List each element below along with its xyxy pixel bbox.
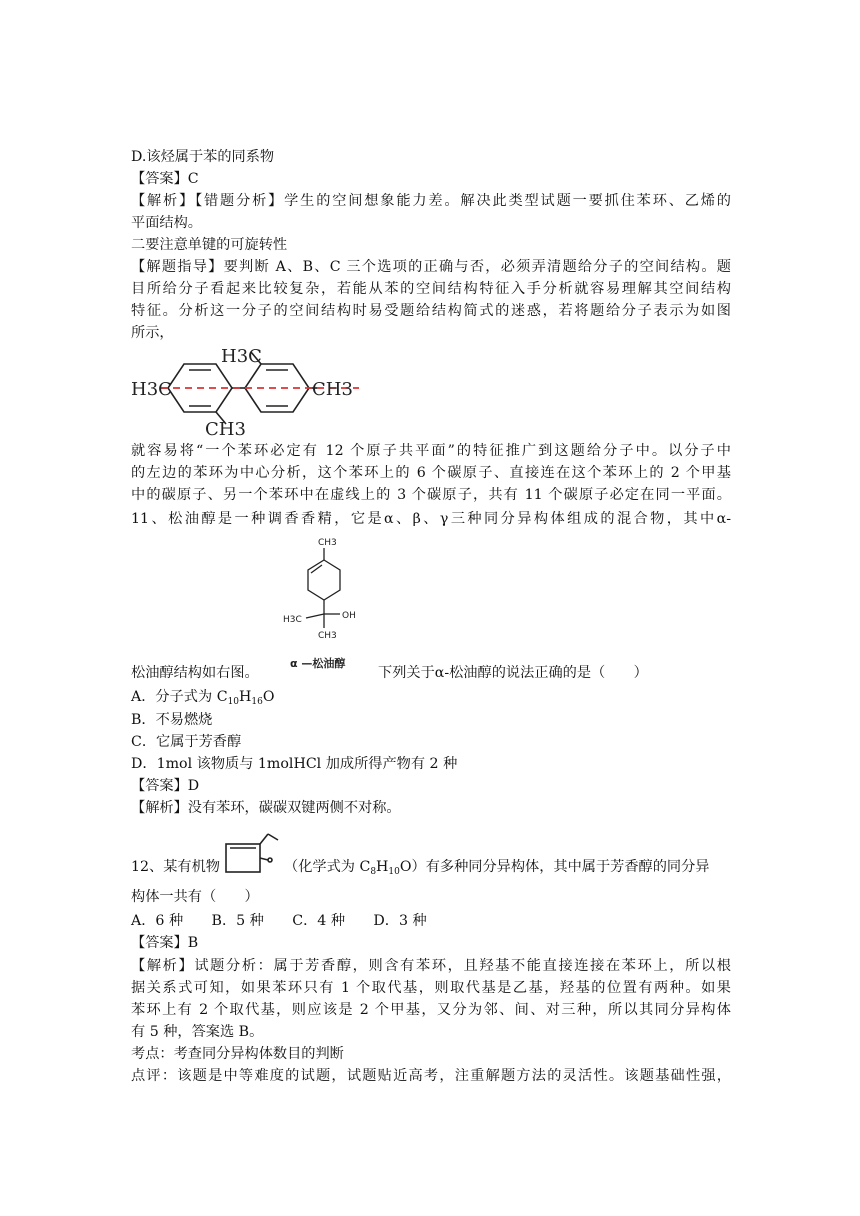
text-line: 12、某有机物	[131, 859, 220, 875]
figure-caption: α —松油醇	[290, 657, 346, 670]
text-line: （化学式为 $C_8H_{10}O$）有多种同分异构体，其中属于芳香醇的同分异	[284, 859, 710, 877]
ch3-bottom-label: CH3	[205, 419, 246, 436]
text-line: 的左边的苯环为中心分析，这个苯环上的 6 个碳原子、直接连在这个苯环上的 2 个甲基	[131, 465, 731, 481]
text-line: 构体一共有（ ）	[131, 889, 259, 905]
molecule-structure-figure	[224, 830, 280, 878]
text-line: 就容易将“一个苯环必定有 12 个原子共平面”的特征推广到这题给分子中。以分子中	[131, 443, 731, 459]
comment-line: 点评：该题是中等难度的试题，试题贴近高考，注重解题方法的灵活性。该题基础性强，	[131, 1068, 731, 1084]
analysis-line: 有 5 种，答案选 B。	[131, 1024, 264, 1040]
option-d: D．1mol 该物质与 1molHCl 加成所得产物有 2 种	[131, 756, 458, 772]
terpineol-structure-figure	[276, 534, 376, 674]
biphenyl-structure-figure	[131, 342, 361, 436]
ch3-bottom-label: CH3	[318, 631, 337, 641]
text-line: 松油醇结构如右图。	[131, 665, 259, 681]
options-line: A．6 种 B．5 种 C．4 种 D．3 种	[131, 913, 427, 929]
analysis-line: 苯环上有 2 个取代基，则应该是 2 个甲基，又分为邻、间、对三种，所以其同分异构体	[131, 1002, 731, 1018]
analysis-line: 据关系式可知，如果苯环只有 1 个取代基，则取代基是乙基，羟基的位置有两种。如果	[131, 980, 731, 996]
text-line: 11、松油醇是一种调香香精，它是α、β、γ三种同分异构体组成的混合物，其中α-	[131, 511, 731, 527]
answer-line: 【答案】B	[131, 935, 199, 951]
answer-line: 【答案】D	[131, 778, 200, 794]
text-line: 平面结构。	[131, 215, 202, 231]
text-line: D.该烃属于苯的同系物	[131, 149, 275, 165]
oh-label: OH	[342, 611, 356, 621]
option-a: A．分子式为 $C_{10}H_{16}O$	[131, 689, 275, 707]
text-line: 下列关于α-松油醇的说法正确的是（ ）	[378, 665, 648, 681]
analysis-line: 【解析】试题分析：属于芳香醇，则含有苯环，且羟基不能直接连接在苯环上，所以根	[131, 958, 731, 974]
option-c: C．它属于芳香醇	[131, 734, 242, 750]
text-line: 所示，	[131, 325, 174, 341]
h3c-label: H3C	[283, 615, 302, 625]
h3c-top-label: H3C	[221, 346, 262, 367]
ch3-right-label: CH3	[312, 379, 353, 400]
option-b: B．不易燃烧	[131, 712, 213, 728]
text-line: 【解析】【错题分析】学生的空间想象能力差。解决此类型试题一要抓住苯环、乙烯的	[131, 193, 731, 209]
text-line: 二要注意单键的可旋转性	[131, 237, 288, 253]
text-line: 【解题指导】要判断 A、B、C 三个选项的正确与否，必须弄清题给分子的空间结构。题	[131, 259, 731, 275]
text-line: 特征。分析这一分子的空间结构时易受题给结构简式的迷惑，若将题给分子表示为如图	[131, 303, 731, 319]
h3c-left-label: H3C	[131, 379, 172, 400]
text-line: 目所给分子看起来比较复杂，若能从苯的空间结构特征入手分析就容易理解其空间结构	[131, 281, 731, 297]
text-line: 中的碳原子、另一个苯环中在虚线上的 3 个碳原子，共有 11 个碳原子必定在同一平面。	[131, 487, 731, 503]
text-line: 【答案】C	[131, 171, 199, 187]
ch3-top-label: CH3	[318, 538, 337, 548]
analysis-line: 【解析】没有苯环，碳碳双键两侧不对称。	[131, 800, 401, 816]
topic-line: 考点：考查同分异构体数目的判断	[131, 1046, 344, 1062]
